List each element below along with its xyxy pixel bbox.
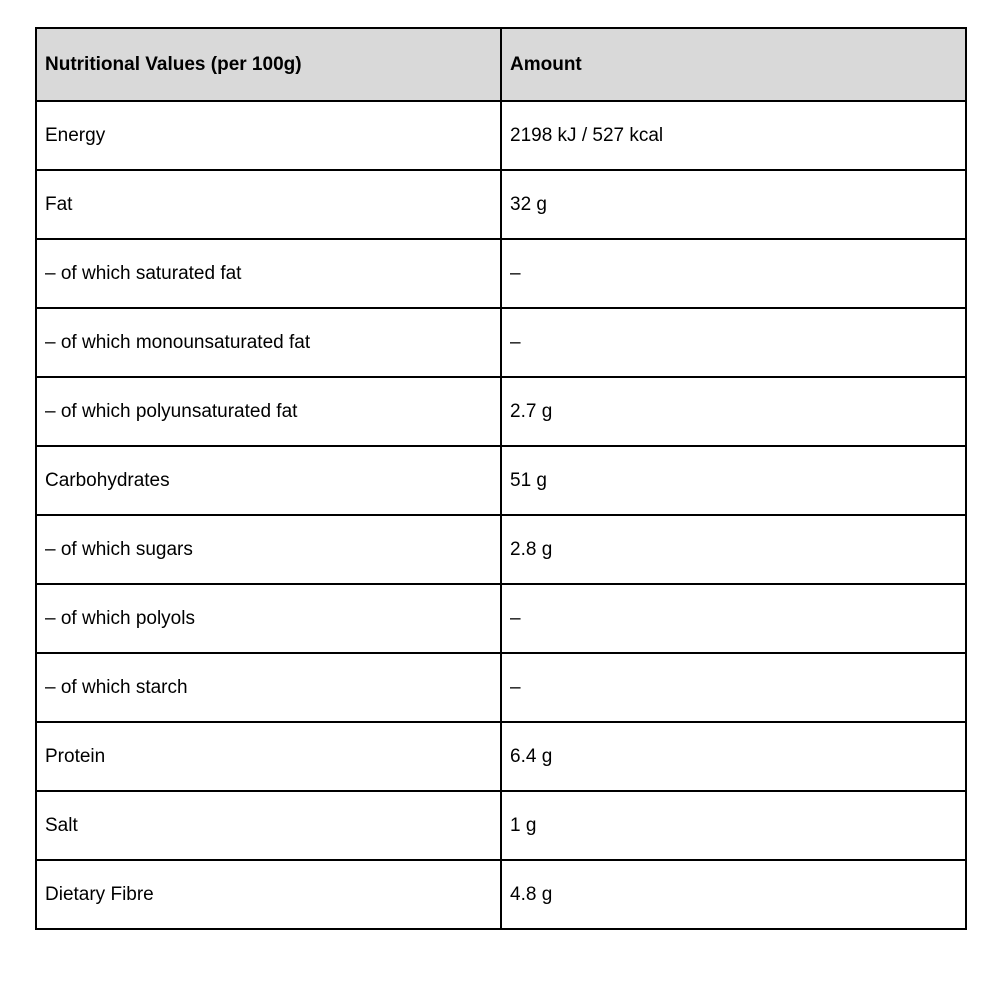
amount-cell: – xyxy=(501,653,966,722)
table-row xyxy=(36,239,966,308)
nutrient-cell: Salt xyxy=(36,791,501,860)
table-row xyxy=(36,308,966,377)
nutrient-cell: Protein xyxy=(36,722,501,791)
nutrient-cell: – of which sugars xyxy=(36,515,501,584)
amount-cell: – xyxy=(501,308,966,377)
table-header-row xyxy=(36,28,966,101)
nutrition-table xyxy=(35,27,967,930)
amount-cell: 2.7 g xyxy=(501,377,966,446)
amount-cell: – xyxy=(501,584,966,653)
amount-cell: 6.4 g xyxy=(501,722,966,791)
amount-cell: 4.8 g xyxy=(501,860,966,929)
table-row xyxy=(36,653,966,722)
amount-cell: – xyxy=(501,239,966,308)
table-row xyxy=(36,722,966,791)
nutrient-cell: Energy xyxy=(36,101,501,170)
nutrient-cell: – of which starch xyxy=(36,653,501,722)
table-row xyxy=(36,515,966,584)
table-row xyxy=(36,101,966,170)
nutrient-cell: – of which saturated fat xyxy=(36,239,501,308)
table-row xyxy=(36,170,966,239)
nutrient-cell: Fat xyxy=(36,170,501,239)
table-row xyxy=(36,860,966,929)
nutrient-cell: – of which monounsaturated fat xyxy=(36,308,501,377)
nutrient-cell: Carbohydrates xyxy=(36,446,501,515)
nutrient-cell: – of which polyols xyxy=(36,584,501,653)
amount-cell: 32 g xyxy=(501,170,966,239)
table-row xyxy=(36,446,966,515)
nutrient-cell: – of which polyunsaturated fat xyxy=(36,377,501,446)
amount-cell: 2.8 g xyxy=(501,515,966,584)
table-row xyxy=(36,791,966,860)
amount-cell: 1 g xyxy=(501,791,966,860)
table-row xyxy=(36,584,966,653)
nutrition-table-container xyxy=(35,27,965,930)
column-header-amount: Amount xyxy=(501,28,966,101)
amount-cell: 51 g xyxy=(501,446,966,515)
amount-cell: 2198 kJ / 527 kcal xyxy=(501,101,966,170)
nutrient-cell: Dietary Fibre xyxy=(36,860,501,929)
column-header-nutrient: Nutritional Values (per 100g) xyxy=(36,28,501,101)
table-row xyxy=(36,377,966,446)
